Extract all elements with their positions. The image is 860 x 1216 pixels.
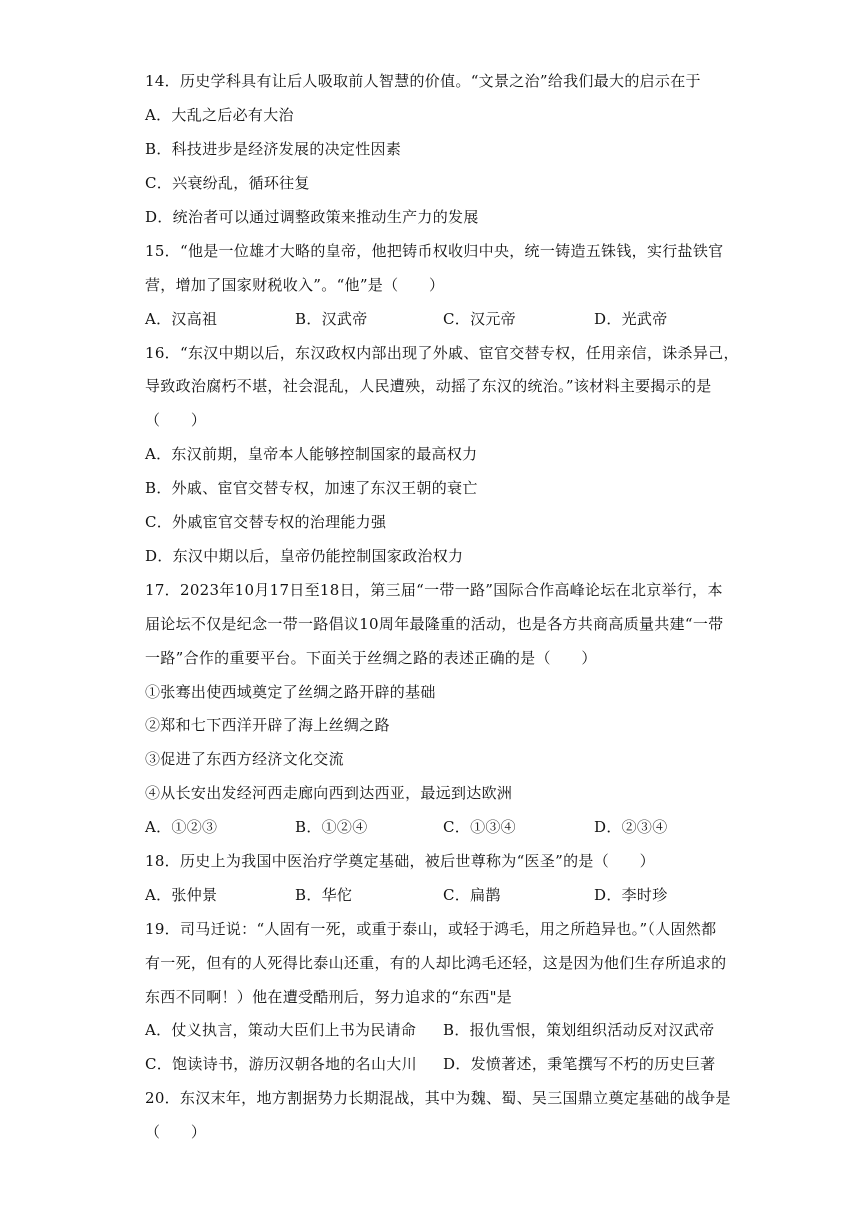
question-19-stem-line-2: 有一死，但有的人死得比泰山还重，有的人却比鸿毛还轻，这是因为他们生存所追求的 [145,954,727,972]
question-17-statement-1: ①张骞出使西域奠定了丝绸之路开辟的基础 [145,683,436,701]
question-16-stem-line-1: 16．“东汉中期以后，东汉政权内部出现了外戚、宦官交替专权，任用亲信，诛杀异己， [145,344,739,362]
question-16-stem-line-2: 导致政治腐朽不堪，社会混乱，人民遭殃，动摇了东汉的统治。”该材料主要揭示的是 [145,377,712,395]
question-18-option-c: C．扁鹊 [443,886,501,904]
question-17-option-b: B．①②④ [295,818,368,836]
question-15-stem-line-1: 15．“他是一位雄才大略的皇帝，他把铸币权收归中央，统一铸造五铢钱，实行盐铁官 [145,242,724,260]
question-19-options-row-2 [145,1054,745,1074]
question-17-stem-line-2: 届论坛不仅是纪念一带一路倡议10周年最隆重的活动，也是各方共商高质量共建“一带 [145,615,724,633]
question-20-stem-line-2: （ ） [145,1123,207,1141]
question-14-option-a: A．大乱之后必有大治 [145,106,294,124]
question-20-stem-line-1: 20．东汉末年，地方割据势力长期混战，其中为魏、蜀、吴三国鼎立奠定基础的战争是 [145,1089,731,1107]
question-15-option-c: C．汉元帝 [443,310,516,328]
question-19-stem-line-3: 东西不同啊！）他在遭受酷刑后，努力追求的“东西"是 [145,988,513,1006]
question-19-option-a: A．仗义执言，策动大臣们上书为民请命 [145,1021,417,1039]
question-17-option-a: A．①②③ [145,818,218,836]
question-15-option-d: D．光武帝 [594,310,668,328]
question-16-option-c: C．外戚宦官交替专权的治理能力强 [145,513,387,531]
question-19-option-b: B．报仇雪恨，策划组织活动反对汉武帝 [443,1021,715,1039]
question-17-stem-line-3: 一路”合作的重要平台。下面关于丝绸之路的表述正确的是（ ） [145,649,597,667]
question-16-option-b: B．外戚、宦官交替专权，加速了东汉王朝的衰亡 [145,479,478,497]
question-15-options [145,309,745,329]
question-17-statement-2: ②郑和七下西洋开辟了海上丝绸之路 [145,716,390,734]
question-14-option-d: D．统治者可以通过调整政策来推动生产力的发展 [145,208,479,226]
question-17-option-c: C．①③④ [443,818,516,836]
question-18-stem: 18．历史上为我国中医治疗学奠定基础，被后世尊称为“医圣”的是（ ） [145,852,655,870]
question-16-option-d: D．东汉中期以后，皇帝仍能控制国家政治权力 [145,547,464,565]
question-16-stem-line-3: （ ） [145,411,207,429]
question-18-options [145,885,745,905]
question-18-option-a: A．张仲景 [145,886,218,904]
question-19-option-c: C．饱读诗书，游历汉朝各地的名山大川 [145,1055,417,1073]
question-14-stem: 14．历史学科具有让后人吸取前人智慧的价值。“文景之治”给我们最大的启示在于 [145,72,701,90]
question-16-option-a: A．东汉前期，皇帝本人能够控制国家的最高权力 [145,445,478,463]
question-17-stem-line-1: 17．2023年10月17日至18日，第三届“一带一路”国际合作高峰论坛在北京举行，本 [145,581,723,599]
question-17-statement-4: ④从长安出发经河西走廊向西到达西亚，最远到达欧洲 [145,784,513,802]
question-15-option-b: B．汉武帝 [295,310,368,328]
question-15-stem-line-2: 营，增加了国家财税收入”。“他”是（ ） [145,276,445,294]
question-17-options [145,817,745,837]
question-19-option-d: D．发愤著述，秉笔撰写不朽的历史巨著 [443,1055,716,1073]
question-19-stem-line-1: 19．司马迁说：“人固有一死，或重于泰山，或轻于鸿毛，用之所趋异也。”（人固然都 [145,920,717,938]
question-15-option-a: A．汉高祖 [145,310,218,328]
question-14-option-b: B．科技进步是经济发展的决定性因素 [145,140,402,158]
question-19-options-row-1 [145,1020,745,1040]
question-14-option-c: C．兴衰纷乱，循环往复 [145,174,310,192]
question-17-statement-3: ③促进了东西方经济文化交流 [145,750,344,768]
question-18-option-b: B．华佗 [295,886,353,904]
question-17-option-d: D．②③④ [594,818,668,836]
question-18-option-d: D．李时珍 [594,886,668,904]
